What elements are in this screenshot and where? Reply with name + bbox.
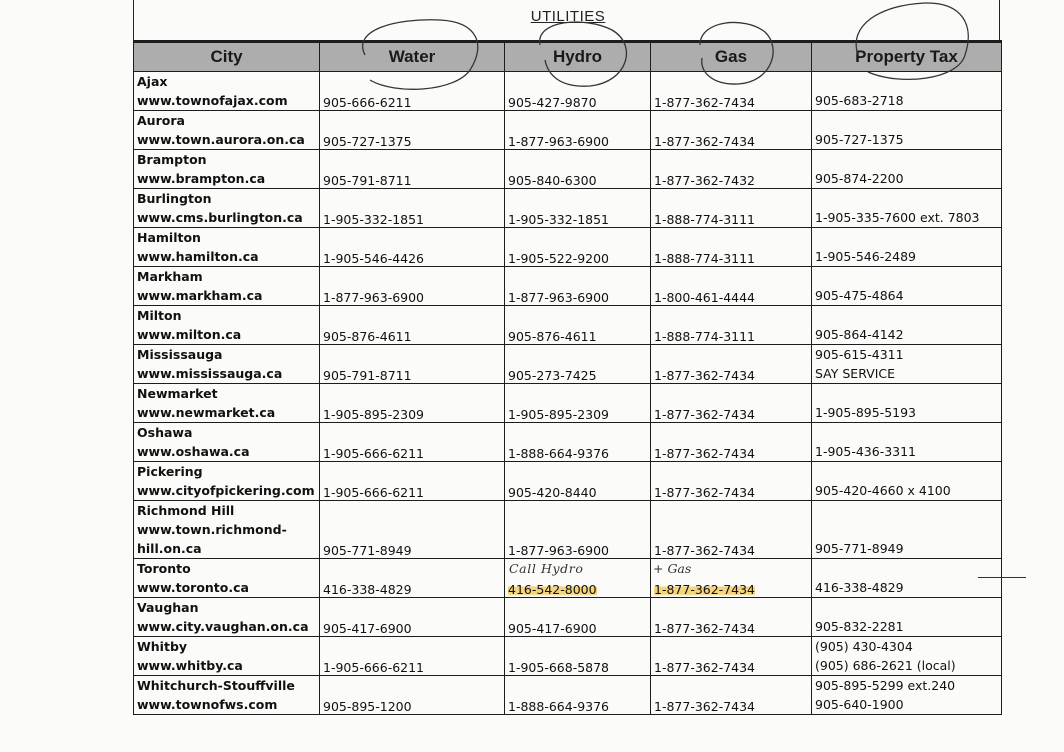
- hydro-phone: 1-877-963-6900: [508, 134, 610, 149]
- hydro-phone-cell: [505, 228, 651, 267]
- city-website-link[interactable]: www.townofajax.com: [137, 93, 288, 108]
- water-phone: 1-905-666-6211: [323, 660, 425, 675]
- table-row: [134, 501, 1002, 559]
- gas-phone: 1-877-362-7434: [654, 621, 756, 636]
- property-tax-cell: [812, 559, 1002, 598]
- water-phone: 416-338-4829: [323, 582, 412, 597]
- gas-phone: 1-888-774-3111: [654, 329, 756, 344]
- hydro-phone-cell: [505, 267, 651, 306]
- property-tax-phone: 1-905-436-3311: [815, 444, 917, 459]
- gas-phone-cell: [651, 637, 812, 676]
- water-phone-cell: [320, 111, 505, 150]
- water-phone: 1-877-963-6900: [323, 290, 425, 305]
- property-tax-phone: (905) 430-4304: [815, 639, 913, 654]
- city-website-link[interactable]: www.newmarket.ca: [137, 405, 276, 420]
- city-cell: [134, 676, 320, 715]
- water-phone-cell: [320, 598, 505, 637]
- hydro-phone: 905-876-4611: [508, 329, 597, 344]
- property-tax-phone: 416-338-4829: [815, 580, 904, 595]
- water-phone: 1-905-666-6211: [323, 446, 425, 461]
- water-phone: 905-666-6211: [323, 95, 412, 110]
- city-website-link[interactable]: www.milton.ca: [137, 327, 242, 342]
- water-phone-cell: [320, 384, 505, 423]
- property-tax-cell: [812, 637, 1002, 676]
- city-cell: [134, 267, 320, 306]
- hydro-phone-cell: [505, 189, 651, 228]
- city-name: Oshawa: [137, 425, 193, 440]
- property-tax-phone: 905-832-2281: [815, 619, 904, 634]
- property-tax-phone: 905-727-1375: [815, 132, 904, 147]
- property-tax-cell: [812, 228, 1002, 267]
- table-row: [134, 637, 1002, 676]
- hydro-phone-cell: [505, 501, 651, 559]
- city-website-link[interactable]: hill.on.ca: [137, 541, 202, 556]
- water-phone: 905-895-1200: [323, 699, 412, 714]
- hydro-phone: 1-888-664-9376: [508, 699, 610, 714]
- city-website-link[interactable]: www.cityofpickering.com: [137, 483, 315, 498]
- property-tax-cell: [812, 676, 1002, 715]
- hydro-phone-cell: [505, 423, 651, 462]
- city-website-link[interactable]: www.toronto.ca: [137, 580, 249, 595]
- gas-phone: 1-877-362-7434: [654, 95, 756, 110]
- city-website-link[interactable]: www.cms.burlington.ca: [137, 210, 303, 225]
- property-tax-phone: 905-771-8949: [815, 541, 904, 556]
- gas-phone-cell: [651, 306, 812, 345]
- hydro-phone: 1-905-332-1851: [508, 212, 610, 227]
- table-row: [134, 345, 1002, 384]
- gas-phone: 1-888-774-3111: [654, 212, 756, 227]
- city-name: Aurora: [137, 113, 185, 128]
- city-name: Burlington: [137, 191, 212, 206]
- handwritten-note-call-hydro: Call Hydro: [509, 561, 584, 576]
- hydro-phone: 905-427-9870: [508, 95, 597, 110]
- property-tax-cell: [812, 111, 1002, 150]
- gas-phone-cell: [651, 462, 812, 501]
- water-phone-cell: [320, 559, 505, 598]
- property-tax-cell: [812, 72, 1002, 111]
- water-phone-cell: [320, 423, 505, 462]
- city-cell: [134, 150, 320, 189]
- gas-phone: 1-888-774-3111: [654, 251, 756, 266]
- utilities-table: [133, 40, 1002, 715]
- table-row: [134, 228, 1002, 267]
- city-cell: [134, 189, 320, 228]
- city-name: Pickering: [137, 464, 203, 479]
- gas-phone: 1-877-362-7434: [654, 485, 756, 500]
- city-cell: [134, 228, 320, 267]
- gas-phone-cell: [651, 598, 812, 637]
- hydro-phone: 1-877-963-6900: [508, 543, 610, 558]
- city-name: Markham: [137, 269, 203, 284]
- city-website-link[interactable]: www.markham.ca: [137, 288, 263, 303]
- table-row: [134, 559, 1002, 598]
- water-phone: 1-905-666-6211: [323, 485, 425, 500]
- table-row: [134, 598, 1002, 637]
- table-row: [134, 150, 1002, 189]
- gas-phone-cell: [651, 150, 812, 189]
- property-tax-phone: 1-905-546-2489: [815, 249, 917, 264]
- city-name: Richmond Hill: [137, 503, 235, 518]
- right-margin-rule: [999, 0, 1000, 42]
- water-phone: 1-905-546-4426: [323, 251, 425, 266]
- water-phone-cell: [320, 637, 505, 676]
- city-cell: [134, 345, 320, 384]
- table-row: [134, 72, 1002, 111]
- city-cell: [134, 598, 320, 637]
- property-tax-phone: 905-864-4142: [815, 327, 904, 342]
- property-tax-phone: 905-874-2200: [815, 171, 904, 186]
- hydro-phone: 1-888-664-9376: [508, 446, 610, 461]
- city-cell: [134, 384, 320, 423]
- table-row: [134, 267, 1002, 306]
- gas-phone-cell: [651, 228, 812, 267]
- table-row: [134, 111, 1002, 150]
- water-phone: 905-771-8949: [323, 543, 412, 558]
- city-cell: [134, 559, 320, 598]
- city-name: Hamilton: [137, 230, 201, 245]
- property-tax-cell: [812, 306, 1002, 345]
- hydro-phone: 905-420-8440: [508, 485, 597, 500]
- hydro-phone: 1-877-963-6900: [508, 290, 610, 305]
- hydro-phone-cell: [505, 462, 651, 501]
- column-header-city: City: [134, 42, 320, 72]
- handwritten-note-gas: + Gas: [653, 561, 692, 576]
- water-phone: 905-791-8711: [323, 173, 412, 188]
- table-row: [134, 423, 1002, 462]
- city-cell: [134, 111, 320, 150]
- gas-phone: 1-877-362-7434: [654, 368, 756, 383]
- city-cell: [134, 423, 320, 462]
- property-tax-phone: 905-683-2718: [815, 93, 904, 108]
- water-phone-cell: [320, 345, 505, 384]
- gas-phone: 1-877-362-7434: [654, 699, 756, 714]
- city-website-link[interactable]: www.mississauga.ca: [137, 366, 283, 381]
- property-tax-phone: (905) 686-2621 (local): [815, 658, 956, 673]
- city-website-link[interactable]: www.hamilton.ca: [137, 249, 259, 264]
- gas-phone-cell: [651, 501, 812, 559]
- hydro-phone-cell: [505, 150, 651, 189]
- left-margin-rule: [133, 0, 134, 42]
- hydro-phone: 1-905-522-9200: [508, 251, 610, 266]
- city-website-link[interactable]: www.city.vaughan.on.ca: [137, 619, 309, 634]
- header-row: [134, 42, 1002, 72]
- document-title: UTILITIES: [530, 8, 606, 25]
- property-tax-cell: [812, 462, 1002, 501]
- hydro-phone-cell: [505, 384, 651, 423]
- hydro-phone-cell: [505, 676, 651, 715]
- water-phone: 1-905-895-2309: [323, 407, 425, 422]
- city-website-link[interactable]: www.town.aurora.on.ca: [137, 132, 305, 147]
- hydro-phone: 905-417-6900: [508, 621, 597, 636]
- water-phone-cell: [320, 676, 505, 715]
- city-name: Whitby: [137, 639, 188, 654]
- gas-phone: 1-877-362-7434: [654, 446, 756, 461]
- table-row: [134, 189, 1002, 228]
- property-tax-cell: [812, 598, 1002, 637]
- water-phone-cell: [320, 501, 505, 559]
- gas-phone: 1-877-362-7432: [654, 173, 756, 188]
- city-name: Whitchurch-Stouffville: [137, 678, 295, 693]
- property-tax-cell: [812, 150, 1002, 189]
- hydro-phone-cell: [505, 111, 651, 150]
- city-website-link[interactable]: www.oshawa.ca: [137, 444, 250, 459]
- gas-phone-cell: [651, 384, 812, 423]
- city-name: Vaughan: [137, 600, 199, 615]
- gas-phone: 1-877-362-7434: [654, 543, 756, 558]
- city-website-link[interactable]: www.townofws.com: [137, 697, 278, 712]
- city-name: Milton: [137, 308, 182, 323]
- property-tax-cell: [812, 384, 1002, 423]
- water-phone: 905-876-4611: [323, 329, 412, 344]
- water-phone-cell: [320, 72, 505, 111]
- water-phone-cell: [320, 189, 505, 228]
- column-header-property-tax: Property Tax: [812, 42, 1002, 72]
- property-tax-phone: 905-615-4311: [815, 347, 904, 362]
- property-tax-cell: [812, 267, 1002, 306]
- city-website-link[interactable]: www.brampton.ca: [137, 171, 266, 186]
- property-tax-phone: 905-895-5299 ext.240: [815, 678, 956, 693]
- gas-phone-cell: [651, 111, 812, 150]
- hydro-phone: 905-273-7425: [508, 368, 597, 383]
- property-tax-cell: [812, 423, 1002, 462]
- city-name: Ajax: [137, 74, 168, 89]
- hydro-phone: 416-542-8000: [508, 582, 597, 597]
- table-row: [134, 384, 1002, 423]
- gas-phone: 1-877-362-7434: [654, 134, 756, 149]
- table-row: [134, 676, 1002, 715]
- property-tax-phone: SAY SERVICE: [815, 366, 896, 381]
- gas-phone-cell: [651, 72, 812, 111]
- property-tax-cell: [812, 189, 1002, 228]
- gas-phone: 1-800-461-4444: [654, 290, 756, 305]
- gas-phone-cell: [651, 676, 812, 715]
- column-header-hydro: Hydro: [505, 42, 651, 72]
- hydro-phone-cell: [505, 637, 651, 676]
- table-row: [134, 306, 1002, 345]
- hydro-phone: 1-905-668-5878: [508, 660, 610, 675]
- table-body: [134, 72, 1002, 715]
- hydro-phone-cell: [505, 72, 651, 111]
- gas-phone-cell: [651, 267, 812, 306]
- gas-phone: 1-877-362-7434: [654, 660, 756, 675]
- water-phone-cell: [320, 228, 505, 267]
- hydro-phone: 1-905-895-2309: [508, 407, 610, 422]
- city-cell: [134, 462, 320, 501]
- gas-phone-cell: [651, 423, 812, 462]
- city-cell: [134, 306, 320, 345]
- water-phone: 1-905-332-1851: [323, 212, 425, 227]
- hydro-phone-cell: [505, 345, 651, 384]
- hydro-phone-cell: [505, 559, 651, 598]
- city-cell: [134, 72, 320, 111]
- water-phone-cell: [320, 306, 505, 345]
- city-name: Newmarket: [137, 386, 218, 401]
- property-tax-phone: 905-475-4864: [815, 288, 904, 303]
- water-phone: 905-727-1375: [323, 134, 412, 149]
- column-header-gas: Gas: [651, 42, 812, 72]
- city-name: Mississauga: [137, 347, 223, 362]
- property-tax-cell: [812, 501, 1002, 559]
- city-name: Brampton: [137, 152, 207, 167]
- city-cell: [134, 501, 320, 559]
- water-phone: 905-417-6900: [323, 621, 412, 636]
- property-tax-phone: 905-420-4660 x 4100: [815, 483, 951, 498]
- gas-phone-cell: [651, 189, 812, 228]
- hydro-phone-cell: [505, 598, 651, 637]
- hydro-phone-cell: [505, 306, 651, 345]
- property-tax-cell: [812, 345, 1002, 384]
- gas-phone: 1-877-362-7434: [654, 582, 756, 597]
- property-tax-phone: 1-905-335-7600 ext. 7803: [815, 210, 980, 225]
- water-phone-cell: [320, 150, 505, 189]
- table-row: [134, 462, 1002, 501]
- property-tax-phone: 905-640-1900: [815, 697, 904, 712]
- margin-pen-mark: [978, 577, 1026, 578]
- gas-phone: 1-877-362-7434: [654, 407, 756, 422]
- city-cell: [134, 637, 320, 676]
- property-tax-phone: 1-905-895-5193: [815, 405, 917, 420]
- city-name: Toronto: [137, 561, 191, 576]
- water-phone: 905-791-8711: [323, 368, 412, 383]
- gas-phone-cell: [651, 559, 812, 598]
- city-website-link[interactable]: www.whitby.ca: [137, 658, 243, 673]
- city-website-link[interactable]: www.town.richmond-: [137, 522, 287, 537]
- column-header-water: Water: [320, 42, 505, 72]
- gas-phone-cell: [651, 345, 812, 384]
- water-phone-cell: [320, 267, 505, 306]
- water-phone-cell: [320, 462, 505, 501]
- hydro-phone: 905-840-6300: [508, 173, 597, 188]
